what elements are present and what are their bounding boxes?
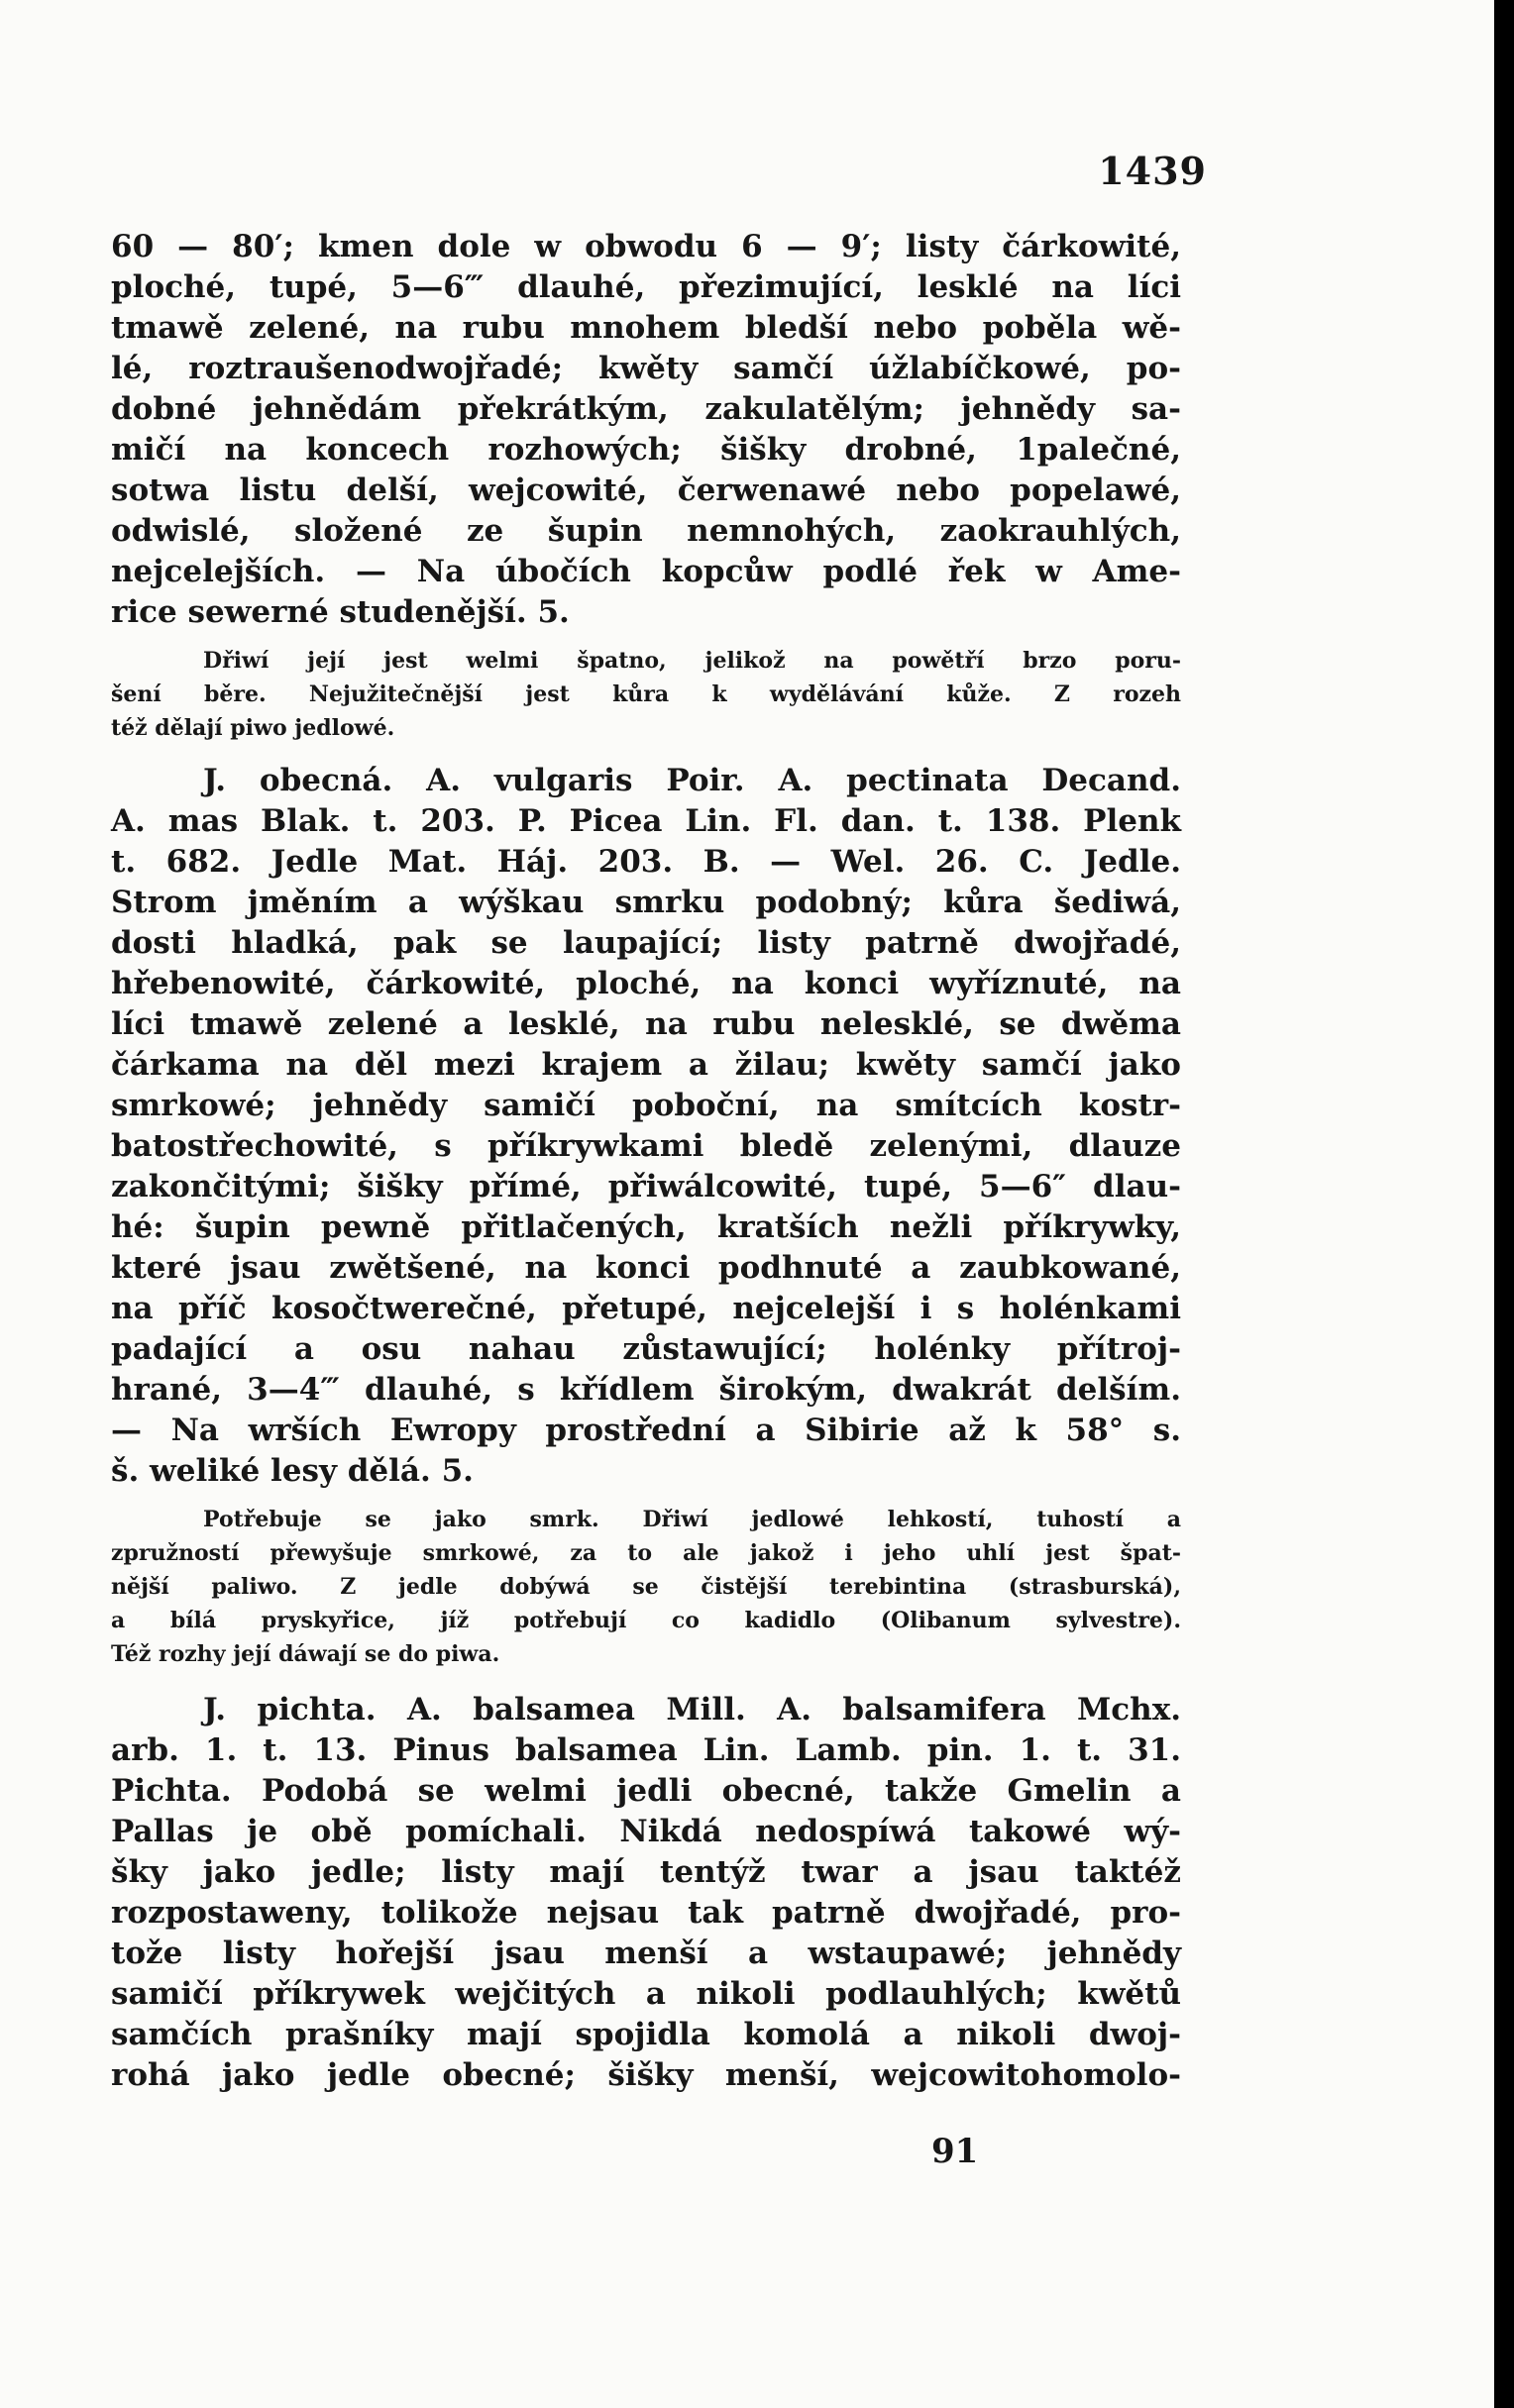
text-line: hrané, 3—4‴ dlauhé, s křídlem širokým, dwakrát delším. bbox=[111, 1372, 1181, 1408]
text-line: — Na wrších Ewropy prostřední a Sibirie až k 58° s. bbox=[111, 1413, 1181, 1448]
text-line: sotwa listu delší, wejcowité, čerwenawé nebo popelawé, bbox=[111, 472, 1181, 508]
note-line: Potřebuje se jako smrk. Dřiwí jedlowé lehkostí, tuhostí a bbox=[203, 1507, 1181, 1532]
text-line: Pallas je obě pomíchali. Nikdá nedospíwá takowé wý- bbox=[111, 1814, 1181, 1849]
text-line: odwislé, složené ze šupin nemnohých, zaokrauhlých, bbox=[111, 513, 1181, 549]
text-line: Pichta. Podobá se welmi jedli obecné, takže Gmelin a bbox=[111, 1773, 1181, 1809]
note-line: zpružností přewyšuje smrkowé, za to ale jakož i jeho uhlí jest špat- bbox=[111, 1540, 1181, 1566]
text-line: nejcelejších. — Na úbočích kopcůw podlé řek w Ame- bbox=[111, 554, 1181, 589]
text-line: rice sewerné studenější. 5. bbox=[111, 594, 570, 630]
text-line: J. obecná. A. vulgaris Poir. A. pectinata Decand. bbox=[203, 763, 1181, 798]
note-line: nější paliwo. Z jedle dobýwá se čistější terebintina (strasburská), bbox=[111, 1574, 1181, 1600]
text-line: dosti hladká, pak se laupající; listy patrně dwojřadé, bbox=[111, 925, 1181, 961]
text-line: líci tmawě zelené a lesklé, na rubu nelesklé, se dwěma bbox=[111, 1006, 1181, 1042]
note-line: a bílá pryskyřice, jíž potřebují co kadidlo (Olibanum sylvestre). bbox=[111, 1608, 1181, 1633]
text-line: zakončitými; šišky přímé, přiwálcowité, tupé, 5—6″ dlau- bbox=[111, 1169, 1181, 1204]
text-line: Strom jměním a wýškau smrku podobný; kůra šediwá, bbox=[111, 885, 1181, 920]
text-line: které jsau zwětšené, na konci podhnuté a zaubkowané, bbox=[111, 1250, 1181, 1286]
text-line: š. weliké lesy dělá. 5. bbox=[111, 1453, 474, 1489]
text-line: tmawě zelené, na rubu mnohem bledší nebo poběla wě- bbox=[111, 310, 1181, 346]
signature-mark: 91 bbox=[931, 2132, 979, 2171]
text-line: tože listy hořejší jsau menší a wstaupawé; jehnědy bbox=[111, 1936, 1181, 1971]
text-line: A. mas Blak. t. 203. P. Picea Lin. Fl. dan. t. 138. Plenk bbox=[111, 803, 1181, 839]
text-line: ploché, tupé, 5—6‴ dlauhé, přezimující, lesklé na líci bbox=[111, 269, 1181, 305]
text-line: samčích prašníky mají spojidla komolá a nikoli dwoj- bbox=[111, 2017, 1181, 2052]
note-line: šení běre. Nejužitečnější jest kůra k wydělávání kůže. Z rozeh bbox=[111, 681, 1181, 707]
text-line: lé, roztraušenodwojřadé; kwěty samčí úžlabíčkowé, po- bbox=[111, 351, 1181, 386]
text-line: hřebenowité, čárkowité, ploché, na konci wyříznuté, na bbox=[111, 966, 1181, 1001]
text-line: batostřechowité, s příkrywkami bledě zelenými, dlauze bbox=[111, 1128, 1181, 1164]
text-line: hé: šupin pewně přitlačených, kratších nežli příkrywky, bbox=[111, 1209, 1181, 1245]
text-line: rozpostaweny, tolikože nejsau tak patrně dwojřadé, pro- bbox=[111, 1895, 1181, 1931]
text-line: J. pichta. A. balsamea Mill. A. balsamifera Mchx. bbox=[203, 1692, 1181, 1727]
text-line: smrkowé; jehnědy samičí poboční, na smítcích kostr- bbox=[111, 1088, 1181, 1123]
text-line: čárkama na děl mezi krajem a žilau; kwěty samčí jako bbox=[111, 1047, 1181, 1083]
page-number: 1439 bbox=[1098, 149, 1207, 193]
note-line: Dřiwí její jest welmi špatno, jelikož na powětří brzo poru- bbox=[203, 648, 1181, 674]
text-line: t. 682. Jedle Mat. Háj. 203. B. — Wel. 26. C. Jedle. bbox=[111, 844, 1181, 880]
text-line: 60 — 80′; kmen dole w obwodu 6 — 9′; listy čárkowité, bbox=[111, 229, 1181, 264]
text-line: dobné jehnědám překrátkým, zakulatělým; jehnědy sa- bbox=[111, 391, 1181, 427]
text-line: samičí příkrywek wejčitých a nikoli podlauhlých; kwětů bbox=[111, 1976, 1181, 2012]
note-line: též dělají piwo jedlowé. bbox=[111, 715, 395, 741]
scan-edge bbox=[1494, 0, 1514, 2408]
text-line: rohá jako jedle obecné; šišky menší, wejcowitohomolo- bbox=[111, 2057, 1181, 2093]
text-line: arb. 1. t. 13. Pinus balsamea Lin. Lamb. pin. 1. t. 31. bbox=[111, 1732, 1181, 1768]
text-line: padající a osu nahau zůstawující; holénky přítroj- bbox=[111, 1331, 1181, 1367]
note-line: Též rozhy její dáwají se do piwa. bbox=[111, 1641, 500, 1667]
text-line: na příč kosočtwerečné, přetupé, nejcelejší i s holénkami bbox=[111, 1291, 1181, 1326]
text-line: šky jako jedle; listy mají tentýž twar a jsau taktéž bbox=[111, 1854, 1181, 1890]
text-line: mičí na koncech rozhowých; šišky drobné, 1palečné, bbox=[111, 432, 1181, 468]
